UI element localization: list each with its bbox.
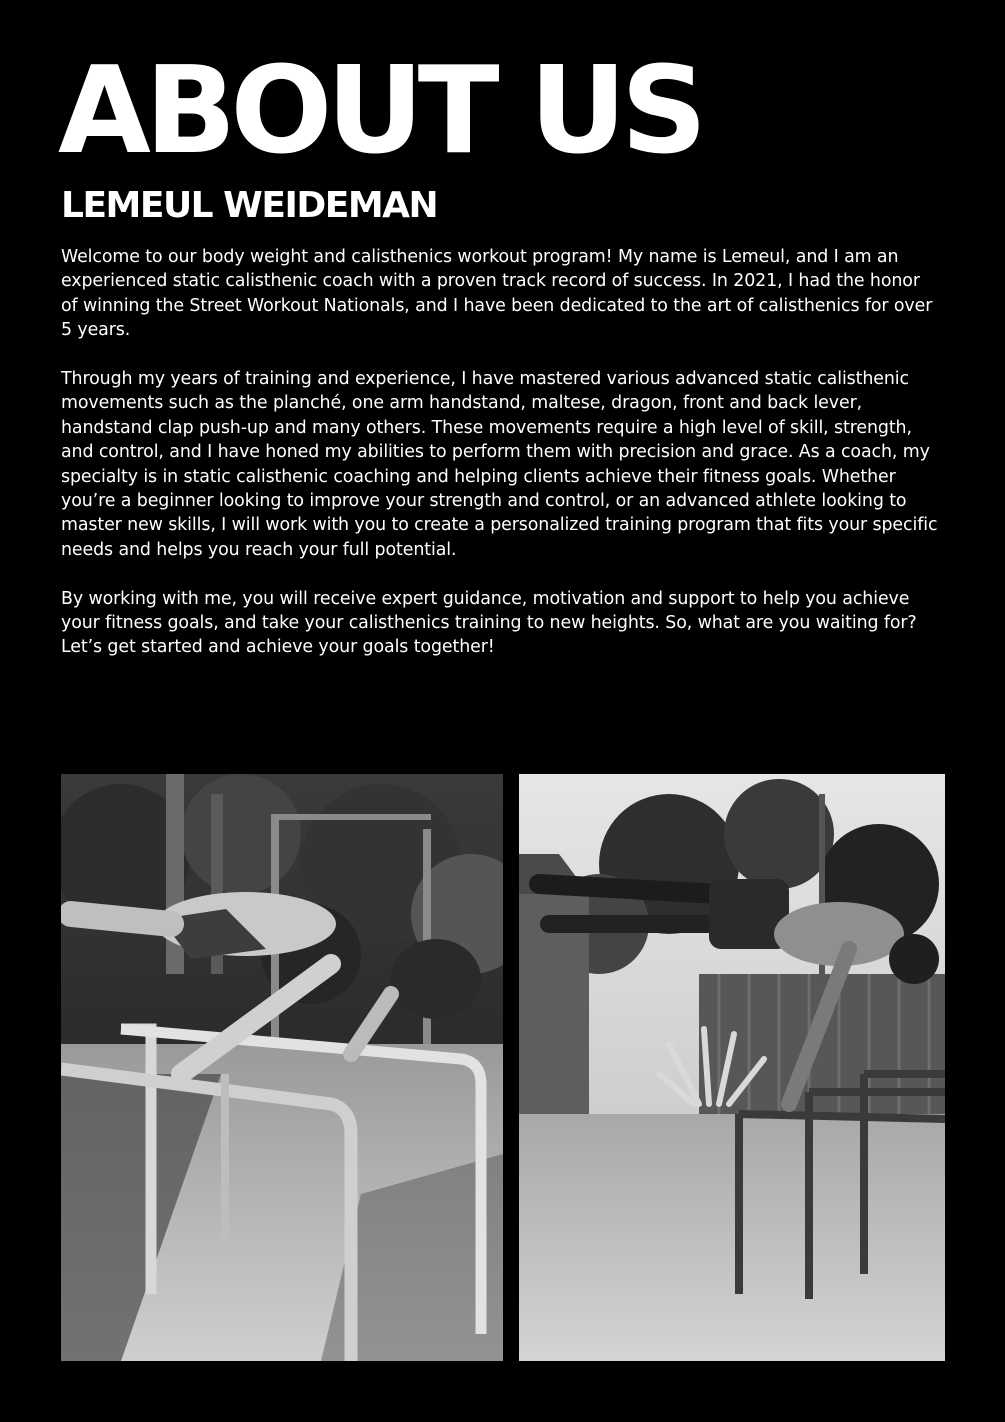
paragraph-experience: Through my years of training and experience, I have mastered various advanced static calisthenic movements such as the planché, one arm handstand, maltese, dragon, front and back lever, handstand clap push-up and many others. These movements require a high level of skill, strength, and control, and I have honed my abilities to perform them with precision and grace. As a coach, my specialty is in static calisthenic coaching and helping clients achieve their fitness goals. Whether you’re a beginner looking to improve your strength and control, or an advanced athlete looking to master new skills, I will work with you to create a personalized training program that fits your specific needs and helps you reach your full potential.	[61, 369, 938, 560]
paragraph-intro: Welcome to our body weight and calisthenics workout program! My name is Lemeul, and I am an experienced static calisthenic coach with a proven track record of success. In 2021, I had the honor of winning the Street Workout Nationals, and I have been dedicated to the art of calisthenics for over 5 years.	[61, 247, 933, 341]
planche-photo-backyard-illustration	[519, 774, 945, 1361]
paragraph-call-to-action: By working with me, you will receive expert guidance, motivation and support to help you achieve your fitness goals, and take your calisthenics training to new heights. So, what are you waiting for? Let’s get started and achieve your goals together!	[61, 588, 917, 658]
planche-photo-backyard	[519, 774, 945, 1361]
planche-photo-garden	[61, 774, 503, 1361]
about-text	[61, 245, 941, 684]
planche-photo-garden-illustration	[61, 774, 503, 1361]
page-title: ABOUT US	[58, 42, 702, 181]
coach-name: LEMEUL WEIDEMAN	[61, 185, 438, 226]
